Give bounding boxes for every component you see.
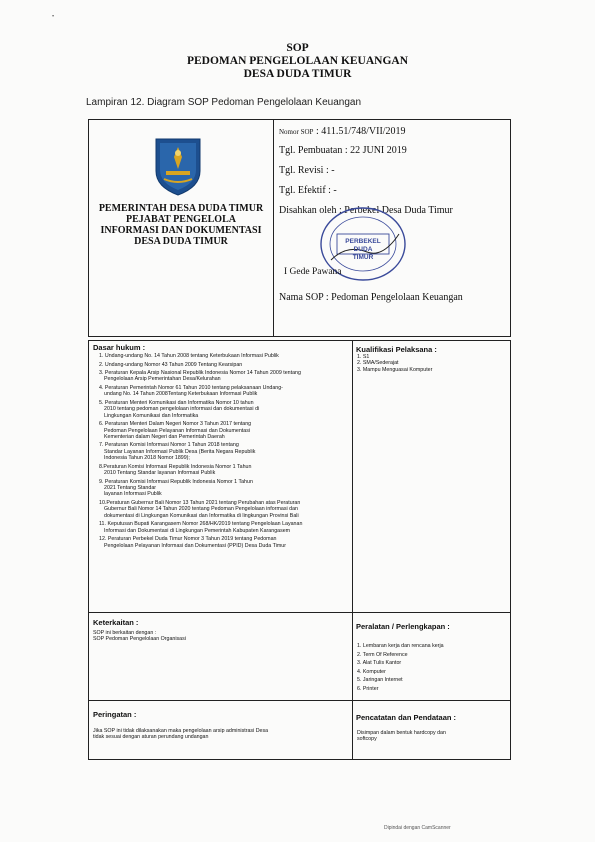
list-item: 4. Peraturan Pemerintah Nomor 61 Tahun 2010 tentang pelaksanaan Undang- — [99, 384, 283, 391]
peralatan-list — [357, 642, 444, 694]
tgl-pembuatan: Tgl. Pembuatan : 22 JUNI 2019 — [279, 145, 407, 156]
list-item: 5. Jaringan Internet — [357, 677, 403, 684]
pencatatan-line1: Disimpan dalam bentuk hardcopy dan — [357, 730, 446, 736]
list-item: Informasi dan Dokumentasi di Lingkungan Pemerintah Kabupaten Karangasem — [104, 527, 291, 534]
dasar-hukum-list — [99, 353, 349, 549]
list-item: 6. Peraturan Menteri Dalam Negeri Nomor 3 Tahun 2017 tentang — [99, 421, 252, 428]
tgl-efektif: Tgl. Efektif : - — [279, 185, 337, 196]
list-item: layanan Informasi Publik — [104, 491, 162, 498]
list-item: 2021 Tentang Standar — [104, 485, 157, 492]
list-item: 1. Undang-undang No. 14 Tahun 2008 tentang Keterbukaan Informasi Publik — [99, 353, 279, 359]
list-item: 8.Peraturan Komisi Informasi Republik Indonesia Nomor 1 Tahun — [99, 463, 252, 470]
org-name-block — [92, 203, 270, 247]
keterkaitan-line2: SOP Pedoman Pengelolaan Organisasi — [93, 636, 186, 643]
list-item: 2. Term Of Reference — [357, 651, 408, 658]
list-item: Pedoman Pengelolaan Pelayanan Informasi dan Dokumentasi — [104, 427, 251, 434]
list-item: Lingkungan Komunikasi dan Informatika — [104, 412, 199, 419]
pencatatan-title: Pencatatan dan Pendataan : — [356, 713, 457, 722]
keterkaitan-title: Keterkaitan : — [93, 618, 139, 627]
list-item: Kementerian dalam Negeri dan Pemerintah Daerah — [104, 433, 225, 440]
list-item: 10.Peraturan Gubernur Bali Nomor 13 Tahun 2021 tentang Perubahan atas Peraturan — [99, 499, 301, 506]
list-item: 7. Peraturan Komisi Informasi Nomor 1 Tahun 2018 tentang — [99, 442, 239, 449]
keterkaitan-line1: SOP ini berkaitan dengan : — [93, 630, 157, 636]
list-item: 2. Undang-undang Nomor 43 Tahun 2009 Tentang Kearsipan — [99, 361, 243, 368]
pencatatan-line2: softcopy — [357, 736, 377, 743]
list-item: 5. Peraturan Menteri Komunikasi dan Informatika Nomor 10 tahun — [99, 399, 254, 406]
kualifikasi-list — [357, 354, 432, 373]
list-item: 3. Peraturan Kepala Arsip Nasional Republik Indonesia Nomor 14 Tahun 2009 tentang — [99, 370, 301, 376]
list-item: 3. Alat Tulis Kantor — [357, 660, 402, 667]
lampiran-caption: Lampiran 12. Diagram SOP Pedoman Pengelolaan Keuangan — [86, 97, 361, 108]
list-item: 4. Komputer — [357, 668, 386, 675]
kualifikasi-title: Kualifikasi Pelaksana : — [356, 345, 437, 354]
org-name-line2: PEJABAT PENGELOLA — [126, 214, 236, 225]
details-divider — [352, 340, 353, 760]
org-name-line4: DESA DUDA TIMUR — [134, 236, 228, 247]
list-item: Pengelolaan Arsip Pemerintahan Desa/Kelurahan — [104, 376, 221, 383]
peringatan-text — [93, 728, 268, 741]
list-item: 11. Keputusan Bupati Karangasem Nomor 268/HK/2019 tentang Pengelolaan Layanan — [99, 521, 303, 528]
org-name-line3: INFORMASI DAN DOKUMENTASI — [100, 225, 262, 236]
peringatan-title: Peringatan : — [93, 710, 137, 719]
disahkan-oleh: Disahkan oleh : Perbekel Desa Duda Timur — [279, 205, 453, 216]
list-item: 2010 tentang pedoman pengelolaan informasi dan dokumentasi di — [104, 406, 260, 413]
list-item: 6. Printer — [357, 685, 379, 692]
list-item: 9. Peraturan Komisi Informasi Republik Indonesia Nomor 1 Tahun — [99, 478, 253, 485]
list-item: 2. SMA/Sederajat — [357, 360, 399, 367]
karangasem-emblem-icon — [152, 135, 204, 197]
pencatatan-text — [357, 730, 446, 743]
doc-title-line2: PEDOMAN PENGELOLAAN KEUANGAN — [186, 55, 409, 67]
list-item: 3. Mampu Menguasai Komputer — [357, 366, 433, 373]
doc-title-line1: SOP — [286, 42, 309, 54]
signer-name: I Gede Pawana — [284, 267, 342, 277]
list-item: undang No. 14 Tahun 2008Tentang Keterbukaan Informasi Publik — [104, 391, 258, 398]
identity-divider — [273, 119, 274, 337]
tgl-revisi: Tgl. Revisi : - — [279, 165, 335, 176]
nama-sop: Nama SOP : Pedoman Pengelolaan Keuangan — [279, 292, 463, 303]
list-item: Gubernur Bali Nomor 14 Tahun 2020 tentang Pedoman Pengelolaan informasi dan — [104, 506, 298, 513]
list-item: 1. Lembaran kerja dan rencana kerja — [357, 643, 444, 649]
scan-speck: • — [52, 14, 55, 20]
row-divider-2 — [88, 700, 511, 701]
list-item: 2010 Tentang Standar layanan Informasi Publik — [104, 470, 216, 477]
peringatan-line2: tidak sesuai dengan aturan perundang undangan — [93, 734, 209, 741]
list-item: 1. S1 — [357, 354, 370, 360]
list-item: Standar Layanan Informasi Publik Desa (Berita Negara Republik — [104, 448, 256, 455]
list-item: dokumentasi di Lingkungan Komunikasi dan Informatika di lingkungan Provinsi Bali — [104, 512, 299, 519]
nomor-sop — [279, 126, 406, 138]
peringatan-line1: Jika SOP ini tidak dilaksanakan maka pengelolaan arsip administrasi Desa — [93, 728, 269, 734]
stamp-text-line1: PERBEKEL — [345, 238, 381, 245]
scanner-watermark: Dipindai dengan CamScanner — [384, 825, 451, 831]
keterkaitan-text — [93, 630, 186, 643]
dasar-hukum-title: Dasar hukum : — [93, 343, 146, 352]
nomor-sop-label: Nomor SOP — [279, 128, 314, 136]
stamp-text-line2: DUDA TIMUR — [352, 246, 374, 261]
list-item: Indonesia Tahun 2018 Nomor 1899); — [104, 455, 190, 462]
list-item: 12. Peraturan Perbekel Duda Timur Nomor 3 Tahun 2019 tentang Pedoman — [99, 536, 277, 543]
stamp-text — [343, 238, 383, 262]
org-name-line1: PEMERINTAH DESA DUDA TIMUR — [98, 203, 264, 214]
nomor-sop-value: : 411.51/748/VII/2019 — [315, 126, 406, 137]
doc-title-line3: DESA DUDA TIMUR — [243, 68, 352, 80]
peralatan-title: Peralatan / Perlengkapan : — [356, 622, 450, 631]
row-divider-1 — [88, 612, 511, 613]
list-item: Pengelolaan Pelayanan Informasi dan Dokumentasi (PPID) Desa Duda Timur — [104, 542, 286, 549]
